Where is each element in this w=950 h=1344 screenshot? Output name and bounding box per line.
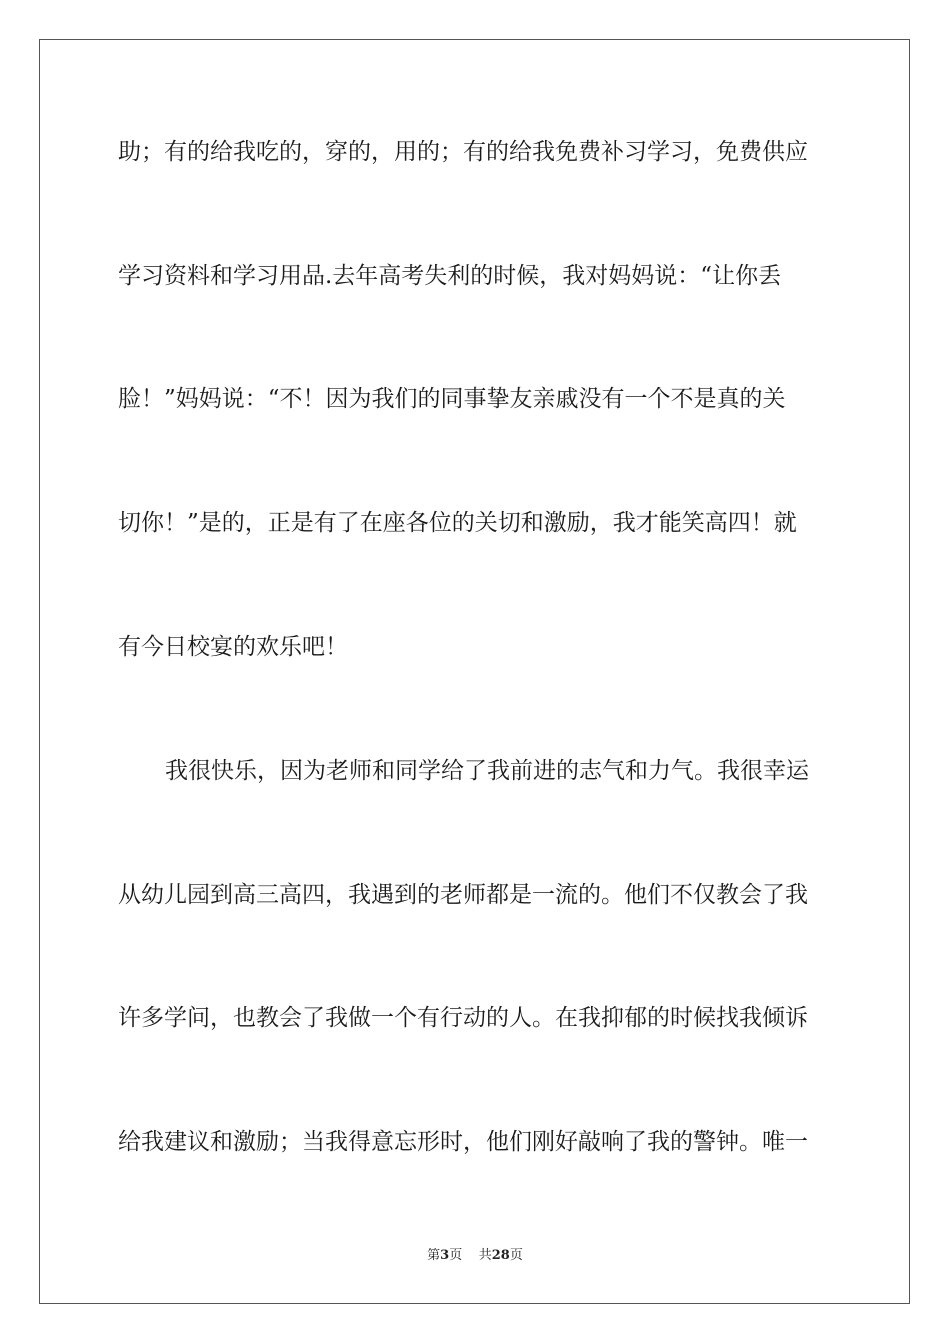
total-pages: 28 <box>491 1248 510 1263</box>
total-prefix: 共 <box>478 1248 492 1263</box>
body-text-line: 助；有的给我吃的，穿的，用的；有的给我免费补习学习，免费供应 <box>118 139 808 165</box>
page-suffix: 页 <box>449 1248 463 1263</box>
body-text-line: 许多学问，也教会了我做一个有行动的人。在我抑郁的时候找我倾诉 <box>118 1005 808 1031</box>
body-text-line: 切你！”是的，正是有了在座各位的关切和激励，我才能笑高四！就 <box>118 510 797 536</box>
total-suffix: 页 <box>509 1248 523 1263</box>
body-text-line: 给我建议和激励；当我得意忘形时，他们刚好敲响了我的警钟。唯一 <box>118 1129 808 1155</box>
body-text-line: 脸！”妈妈说：“不！因为我们的同事挚友亲戚没有一个不是真的关 <box>118 386 786 412</box>
paragraph-first-line: 我很快乐，因为老师和同学给了我前进的志气和力气。我很幸运 <box>165 758 809 784</box>
page-footer <box>0 1247 950 1265</box>
page-border <box>39 39 910 1304</box>
page-number: 3 <box>440 1248 450 1263</box>
body-text-line: 从幼儿园到高三高四，我遇到的老师都是一流的。他们不仅教会了我 <box>118 882 808 908</box>
page-prefix: 第 <box>427 1248 441 1263</box>
body-text-line: 学习资料和学习用品.去年高考失利的时候，我对妈妈说：“让你丢 <box>118 263 782 289</box>
body-text-line: 有今日校宴的欢乐吧！ <box>118 634 348 660</box>
